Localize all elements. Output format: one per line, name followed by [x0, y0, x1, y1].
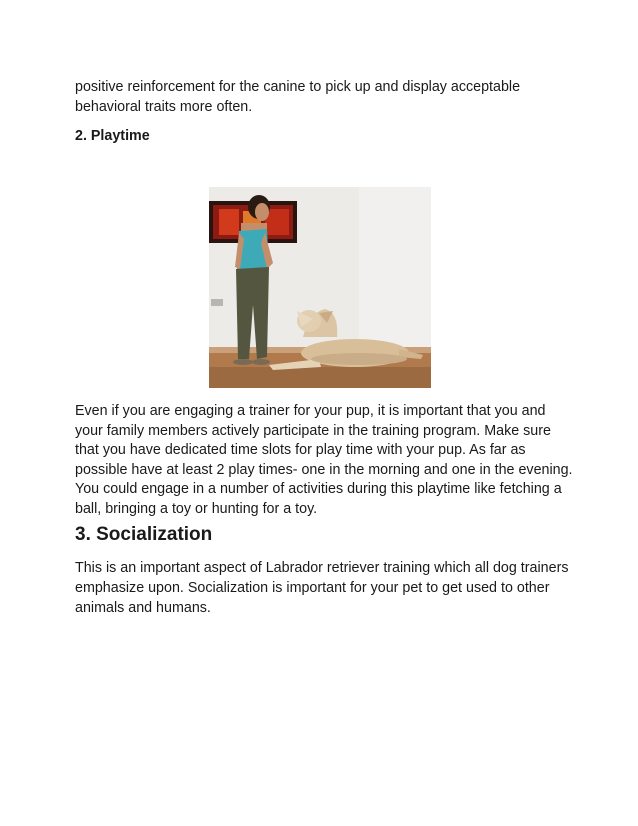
intro-paragraph: positive reinforcement for the canine to pick up and display acceptable behavioral traits more often. — [75, 79, 521, 115]
woman-training-dog-photo — [209, 187, 431, 388]
playtime-heading: 2. Playtime — [75, 128, 150, 144]
socialization-heading: 3. Socialization — [75, 524, 213, 545]
playtime-paragraph: Even if you are engaging a trainer for your pup, it is important that you and your family members actively participate in the training program. Make sure that you have dedicated time slots for play time with your pup. As far as possible have at least 2 play times- one in the morning and one in the evening. You could engage in a number of activities during this playtime like fetching a ball, bringing a toy or hunting for a toy. — [75, 403, 573, 517]
socialization-paragraph: This is an important aspect of Labrador retriever training which all dog trainers emphasize upon. Socialization is important for your pet to get used to other animals and humans. — [75, 560, 569, 616]
